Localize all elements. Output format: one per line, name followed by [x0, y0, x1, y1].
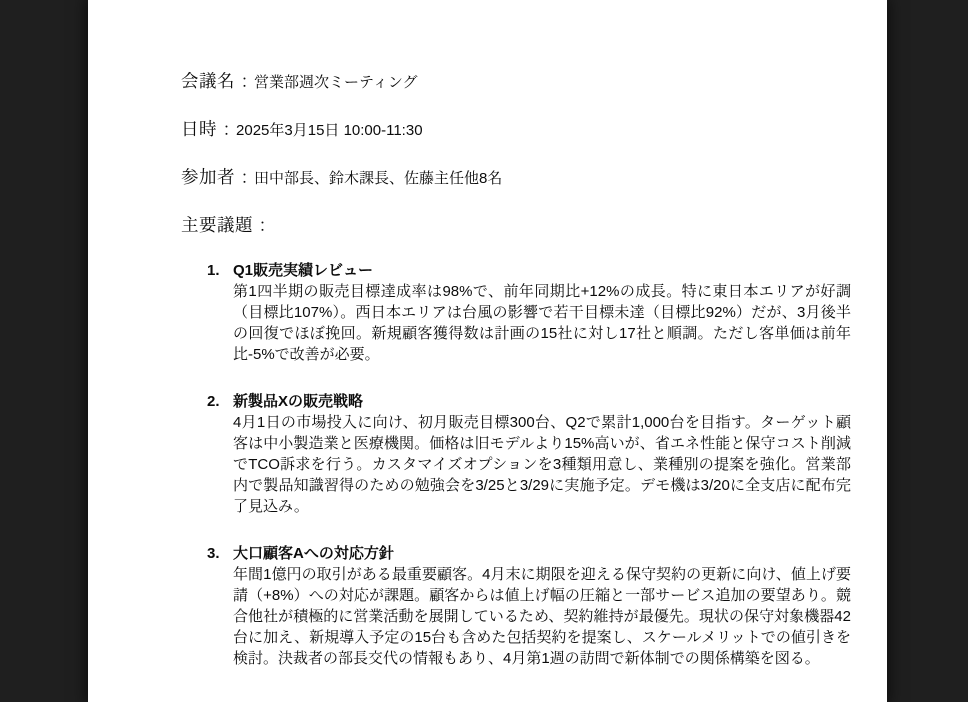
meta-value: 2025年3月15日 10:00-11:30 — [236, 122, 423, 139]
agenda-item-title: Q1販売実績レビュー — [233, 262, 374, 279]
agenda-item-number: 2. — [207, 393, 220, 410]
meta-separator: ： — [237, 170, 253, 187]
document-content — [88, 0, 887, 669]
agenda-item-body: 年間1億円の取引がある最重要顧客。4月末に期限を迎える保守契約の更新に向け、値上げ要請（+8%）への対応が課題。顧客からは値上げ幅の圧縮と一部サービス追加の要望あり。競合他社が積極的に営業活動を展開しているため、契約維持が最優先。現状の保守対象機器42台に加え、新規導入予定の15台も含めた包括契約を提案し、スケールメリットでの値引きを検討。決裁者の部長交代の情報もあり、4月第1週の訪問で新体制での関係構築を図る。 — [233, 566, 851, 667]
agenda-item-number: 1. — [207, 262, 220, 279]
agenda-item — [207, 260, 851, 365]
agenda-item-body: 4月1日の市場投入に向け、初月販売目標300台、Q2で累計1,000台を目指す。ターゲット顧客は中小製造業と医療機関。価格は旧モデルより15%高いが、省エネ性能と保守コスト削減でTCO訴求を行う。カスタマイズオプションを3種類用意し、業種別の提案を強化。営業部内で製品知識習得のための勉強会を3/25と3/29に実施予定。デモ機は3/20に全支店に配布完了見込み。 — [233, 414, 851, 515]
meta-row — [181, 68, 851, 96]
meta-value: 田中部長、鈴木課長、佐藤主任他8名 — [254, 170, 503, 187]
agenda-item-title: 大口顧客Aへの対応方針 — [233, 545, 394, 562]
meta-row — [181, 116, 851, 144]
meta-row — [181, 164, 851, 192]
meta-value: 営業部週次ミーティング — [254, 74, 418, 91]
meta-label: 主要議題 — [181, 215, 253, 235]
meta-separator: ： — [219, 122, 235, 139]
agenda-item-body: 第1四半期の販売目標達成率は98%で、前年同期比+12%の成長。特に東日本エリアが好調（目標比107%）。西日本エリアは台風の影響で若干目標未達（目標比92%）だが、3月後半の回復でほぼ挽回。新規顧客獲得数は計画の15社に対し17社と順調。ただし客単価は前年比-5%で改善が必要。 — [233, 283, 851, 363]
meta-label: 日時 — [181, 119, 217, 139]
meta-separator: ： — [237, 74, 253, 91]
meta-label: 会議名 — [181, 71, 235, 91]
agenda-item — [207, 543, 851, 669]
meta-separator: ： — [255, 218, 271, 235]
meta-section — [181, 68, 851, 240]
agenda-list — [181, 260, 851, 669]
agenda-item-number: 3. — [207, 545, 220, 562]
agenda-item-title: 新製品Xの販売戦略 — [233, 393, 364, 410]
meta-row — [181, 212, 851, 240]
agenda-item — [207, 391, 851, 517]
meta-label: 参加者 — [181, 167, 235, 187]
document-page — [88, 0, 887, 702]
